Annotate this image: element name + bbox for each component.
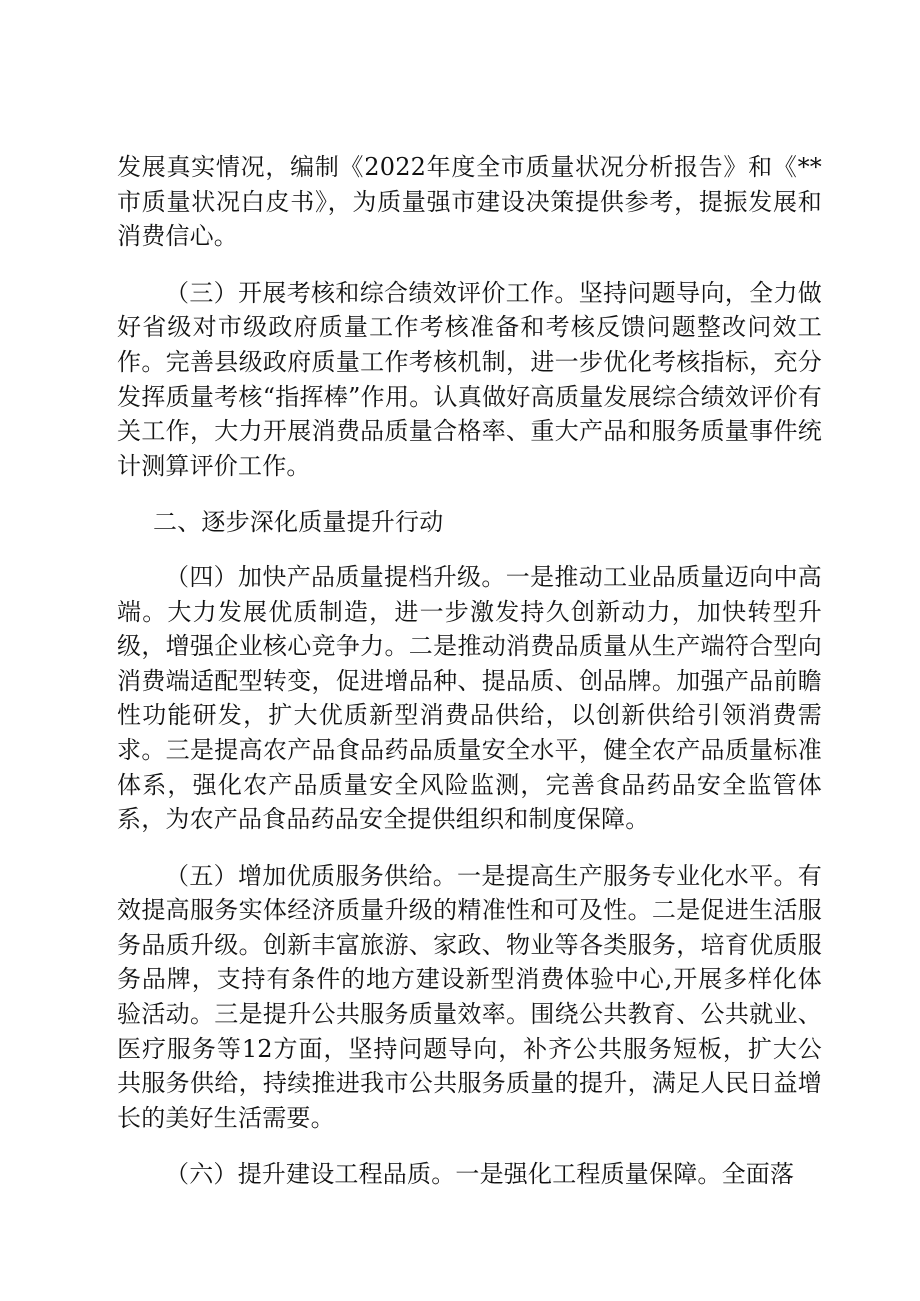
paragraph-item-6: （六）提升建设工程品质。一是强化工程质量保障。全面落 [165,1160,795,1189]
paragraph-item-3: （三）开展考核和综合绩效评价工作。坚持问题导向，全力做好省级对市级政府质量工作考核准备和考核反馈问题整改问效工作。完善县级政府质量工作考核机制，进一步优化考核指标，充分发挥质量考核“指挥棒”作用。认真做好高质量发展综合绩效评价有关工作，大力开展消费品质量合格率、重大产品和服务质量事件统计测算评价工作。 [117,278,822,480]
document-body [117,150,822,1214]
paragraph-continuation: 发展真实情况，编制《2022年度全市质量状况分析报告》和《**市质量状况白皮书》，为质量强市建设决策提供参考，提振发展和消费信心。 [117,153,822,251]
section-heading: 二、逐步深化质量提升行动 [153,508,444,537]
paragraph-item-5: （五）增加优质服务供给。一是提高生产服务专业化水平。有效提高服务实体经济质量升级的精准性和可及性。二是促进生活服务品质升级。创新丰富旅游、家政、物业等各类服务，培育优质服务品牌，支持有条件的地方建设新型消费体验中心,开展多样化体验活动。三是提升公共服务质量效率。围绕公共教育、公共就业、医疗服务等12方面，坚持问题导向，补齐公共服务短板，扩大公共服务供给，持续推进我市公共服务质量的提升，满足人民日益增长的美好生活需要。 [117,861,822,1132]
paragraph-item-4: （四）加快产品质量提档升级。一是推动工业品质量迈向中高端。大力发展优质制造，进一步激发持久创新动力，加快转型升级，增强企业核心竞争力。二是推动消费品质量从生产端符合型向消费端适配型转变，促进增品种、提品质、创品牌。加强产品前瞻性功能研发，扩大优质新型消费品供给，以创新供给引领消费需求。三是提高农产品食品药品质量安全水平，健全农产品质量标准体系，强化农产品质量安全风险监测，完善食品药品安全监管体系，为农产品食品药品安全提供组织和制度保障。 [117,562,822,834]
